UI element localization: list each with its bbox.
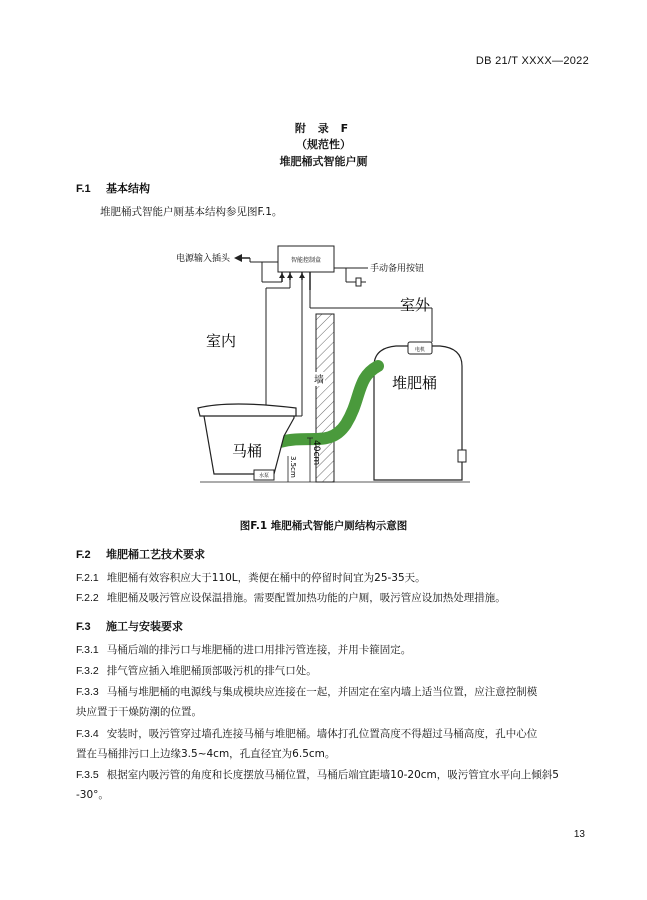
clause-text-line1: 根据室内吸污管的角度和长度摆放马桶位置，马桶后端宜距墙10-20cm，吸污管宜水平向上倾斜5: [106, 769, 559, 781]
clause-number: F.3.4: [76, 728, 99, 740]
clause-f3-2: [76, 661, 596, 681]
clause-f2-2: [76, 588, 596, 608]
power-input-label: 电源输入插头: [176, 254, 231, 264]
clause-text: 马桶后端的排污口与堆肥桶的进口用排污管连接，并用卡箍固定。: [106, 644, 412, 656]
page-number: 13: [573, 829, 585, 840]
dim-40-label: 40cm: [311, 440, 321, 466]
clause-f3-3: [76, 682, 596, 722]
compost-bin-label: 堆肥桶: [392, 374, 438, 392]
section-f1-text: 堆肥桶式智能户厕基本结构参见图F.1。: [100, 206, 283, 218]
clause-text-line1: 马桶与堆肥桶的电源线与集成模块应连接在一起，并固定在室内墙上适当位置，应注意控制模: [106, 686, 538, 698]
clause-f3-4: [76, 724, 596, 764]
document-id: DB 21/T XXXX—2022: [475, 55, 589, 67]
dim-35-label: 3.5cm: [289, 456, 297, 478]
bin-module-label: 电机: [414, 347, 426, 353]
clause-text: 排气管应插入堆肥桶顶部吸污机的排气口处。: [106, 665, 317, 677]
clause-number: F.2.1: [76, 572, 99, 584]
clause-text-line2: 置在马桶排污口上边缘3.5~4cm，孔直径宜为6.5cm。: [76, 748, 336, 760]
clause-text-line2: -30°。: [76, 789, 109, 801]
section-title: 堆肥桶工艺技术要求: [106, 548, 205, 561]
section-number: F.1: [76, 183, 91, 195]
clause-number: F.2.2: [76, 592, 99, 604]
clause-f2-1: [76, 568, 596, 588]
section-number: F.2: [76, 549, 91, 561]
section-f2-heading: [76, 546, 205, 562]
figure-caption: 图F.1 堆肥桶式智能户厕结构示意图: [239, 520, 408, 532]
clause-number: F.3.3: [76, 686, 99, 698]
clause-number: F.3.5: [76, 769, 99, 781]
manual-button-label: 手动备用按钮: [370, 264, 425, 274]
appendix-type: （规范性）: [296, 138, 351, 151]
appendix-name: 堆肥桶式智能户厕: [279, 155, 368, 168]
wall-label: 墙: [314, 375, 324, 386]
outdoor-label: 室外: [400, 296, 431, 314]
clause-f3-1: [76, 640, 596, 660]
clause-f3-5: [76, 765, 596, 805]
section-title: 施工与安装要求: [106, 620, 183, 633]
section-f1-heading: [76, 180, 150, 196]
section-f3-heading: [76, 618, 183, 634]
compost-bin: [374, 346, 462, 480]
appendix-title: 附 录 F: [294, 122, 353, 135]
controller-label: 智能控制盒: [290, 257, 322, 264]
toilet-module-label: 水泵: [258, 473, 270, 479]
clause-text: 堆肥桶有效容积应大于110L，粪便在桶中的停留时间宜为25-35天。: [106, 572, 426, 584]
structure-diagram: [170, 238, 490, 508]
clause-text-line2: 块应置于干燥防潮的位置。: [76, 706, 202, 718]
section-number: F.3: [76, 621, 91, 633]
clause-text: 堆肥桶及吸污管应设保温措施。需要配置加热功能的户厕，吸污管应设加热处理措施。: [106, 592, 506, 604]
toilet-label: 马桶: [232, 442, 263, 460]
clause-text-line1: 安装时，吸污管穿过墙孔连接马桶与堆肥桶。墙体打孔位置高度不得超过马桶高度，孔中心位: [106, 728, 538, 740]
clause-number: F.3.1: [76, 644, 99, 656]
section-title: 基本结构: [106, 182, 150, 195]
clause-number: F.3.2: [76, 665, 99, 677]
indoor-label: 室内: [206, 332, 237, 350]
